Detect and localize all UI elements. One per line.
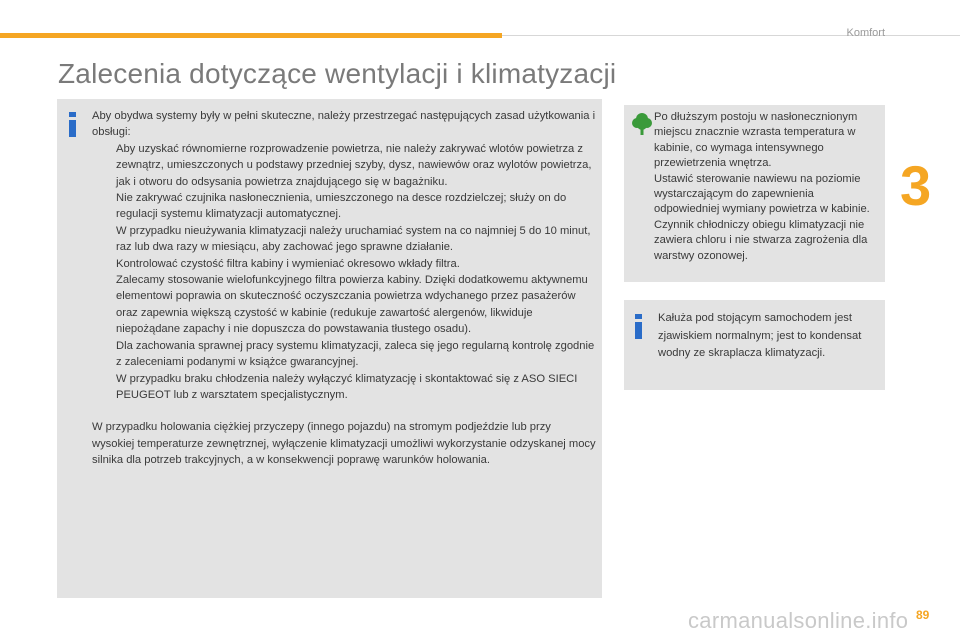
chapter-number: 3 <box>900 154 932 217</box>
tree-icon <box>632 112 652 136</box>
intro-paragraph: Aby obydwa systemy były w pełni skuteczne, należy przestrzegać następujących zasad użytkowania i obsługi: <box>92 110 596 139</box>
page-title: Zalecenia dotyczące wentylacji i klimatyzacji <box>58 58 617 89</box>
eco-paragraph-2: Ustawić sterowanie nawiewu na poziomie wystarczającym do zapewnienia odpowiedniej wymiany powietrza w kabinie. <box>654 172 870 216</box>
list-item: W przypadku braku chłodzenia należy wyłączyć klimatyzację i skontaktować się z ASO SIECI PEUGEOT lub z warsztatem specjalistycznym. <box>116 372 578 401</box>
eco-paragraph-1: Po dłuższym postoju w nasłonecznionym miejscu znacznie wzrasta temperatura w kabinie, co wymaga intensywnego przewietrzenia wnętrza. <box>654 111 858 170</box>
info-icon <box>69 112 76 138</box>
info-icon <box>635 314 642 340</box>
eco-paragraph-3: Czynnik chłodniczy obiegu klimatyzacji nie zawiera chloru i nie stwarza zagrożenia dla warstwy ozonowej. <box>654 218 868 262</box>
condensate-note: Kałuża pod stojącym samochodem jest zjawiskiem normalnym; jest to kondensat wodny ze skraplacza klimatyzacji. <box>658 312 862 359</box>
list-item: Kontrolować czystość filtra kabiny i wymieniać okresowo wkłady filtra. Zalecamy stosowanie wielofunkcyjnego filtra powierza kabiny. Dzięki dodatkowemu aktywnemu elementowi poprawia on skuteczność oczyszczania powietrza wdychanego przez pasażerów oraz zapewnia większą czystość w kabinie (redukuje zawartość alergenów, likwiduje niepożądane zapachy i nie dopuszcza do powstawania tłustego osadu). <box>116 257 588 336</box>
section-name: Komfort <box>846 27 885 39</box>
watermark: carmanualsonline.info <box>688 608 909 633</box>
recommendations-list <box>92 141 596 404</box>
list-item: Nie zakrywać czujnika nasłonecznienia, umieszczonego na desce rozdzielczej; służy on do regulacji systemu klimatyzacji automatycznej. <box>116 192 567 221</box>
main-info-content <box>92 108 596 469</box>
header-divider-line <box>502 35 960 36</box>
header-accent-bar <box>0 33 502 38</box>
eco-note-content <box>654 110 880 264</box>
list-item: Aby uzyskać równomierne rozprowadzenie powietrza, nie należy zakrywać wlotów powietrza z zewnątrz, umieszczonych u podstawy przedniej szyby, dysz, nawiewów oraz wylotów powietrza, jak i otworu do odsysania powietrza znajdującego się w bagażniku. <box>116 142 592 188</box>
list-item: W przypadku nieużywania klimatyzacji należy uruchamiać system na co najmniej 5 do 10 minut, raz lub dwa razy w miesiącu, aby zachować jego sprawne działanie. <box>116 224 591 254</box>
list-item: Dla zachowania sprawnej pracy systemu klimatyzacji, zaleca się jego regularną kontrolę zgodnie z zaleceniami podanymi w książce gwarancyjnej. <box>116 339 595 369</box>
towing-paragraph: W przypadku holowania ciężkiej przyczepy (innego pojazdu) na stromym podjeździe lub przy wysokiej temperaturze zewnętrznej, wyłączenie klimatyzacji umożliwi wykorzystanie odzyskanej mocy silnika dla potrzeb trakcyjnych, a w konsekwencji poprawę warunków holowania. <box>92 421 596 467</box>
page-number: 89 <box>916 608 930 622</box>
